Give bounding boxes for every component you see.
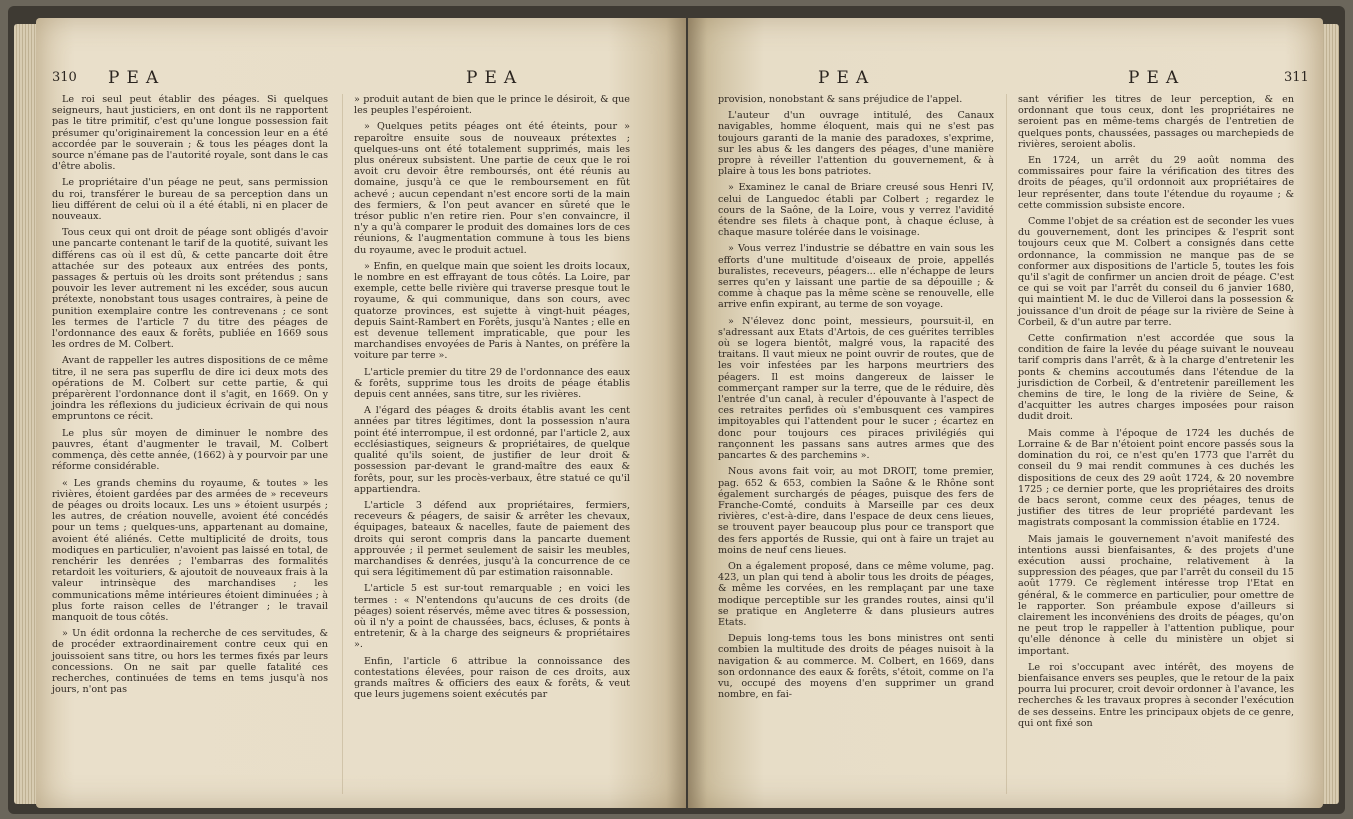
paragraph: Le roi s'occupant avec intérêt, des moyens de bienfaisance envers ses peuples, que le retour de la paix pourra lui procurer, croit devoir ordonner à l'avance, les recherches & les travaux propres à seconder l'exécution de ses desseins. Entre les principaux objets de ce genre, qui ont fixé son <box>1018 661 1294 729</box>
running-header-left: PEA <box>108 68 166 88</box>
paragraph: » Examinez le canal de Briare creusé sous Henri IV, celui de Languedoc établi par Colbert ; regardez le cours de la Saône, de la Loire, vous y verrez l'avidité étendre ses filets à chaque pont, à chaque écluse, à chaque masure tolérée dans le voisinage. <box>718 182 994 239</box>
column-divider <box>342 94 343 794</box>
paragraph: » produit autant de bien que le prince le désiroit, & que les peuples l'espéroient. <box>354 94 630 117</box>
running-header-left: PEA <box>818 68 876 88</box>
paragraph: » N'élevez donc point, messieurs, poursuit-il, en s'adressant aux Etats d'Artois, de ces guérites terribles où se logera bientôt, malgré vous, la rapacité des traitans. Il vaut mieux ne point ouvrir de routes, que de les voir infestées par les harpons meurtriers des péagers. Il est moins dangereux de laisser le commerçant ramper sur la terre, que de le réduire, dès l'entrée d'un canal, à reculer d'épouvante à l'aspect de ces retraites perfides où s'embusquent ces vampires impitoyables qui l'attendent pour le sucer ; écartez en donc pour toujours ces piraces privilégiés qui rançonnent les passans sans autres armes que des pancartes & des parchemins ». <box>718 315 994 462</box>
paragraph: Le propriétaire d'un péage ne peut, sans permission du roi, transférer le bureau de sa perception dans un lieu différent de celui où il a été établi, ni en placer de nouveaux. <box>52 177 328 223</box>
right-page <box>688 18 1323 808</box>
text-column-1 <box>718 94 994 705</box>
column-divider <box>1006 94 1007 794</box>
paragraph: Depuis long-tems tous les bons ministres ont senti combien la multitude des droits de péages nuisoit à la navigation & au commerce. M. Colbert, en 1669, dans son ordonnance des eaux & forêts, s'étoit, comme on l'a vu, occupé des moyens d'en supprimer un grand nombre, en fai- <box>718 633 994 701</box>
paragraph: Tous ceux qui ont droit de péage sont obligés d'avoir une pancarte contenant le tarif de la quotité, suivant les différens cas où il est dû, & cette pancarte doit être attachée sur des poteaux aux entrées des ponts, passages & pertuis où les droits sont prétendus ; sans pouvoir les lever autrement ni les excéder, sous aucun prétexte, nonobstant tous usages contraires, à peine de punition exemplaire contre les contrevenans ; ce sont les termes de l'article 7 du titre des péages de l'ordonnance des eaux & forêts, publiée en 1669 sous les ordres de M. Colbert. <box>52 227 328 351</box>
paragraph: Nous avons fait voir, au mot DROIT, tome premier, pag. 652 & 653, combien la Saône & le Rhône sont également surchargés de péages, puisque des fers de Franche-Comté, conduits à Marseille par ces deux rivières, c'est-à-dire, dans l'espace de deux cens lieues, se trouvent payer beaucoup plus pour ce transport que des fers apportés de Russie, qui ont à faire un trajet au moins de neuf cens lieues. <box>718 466 994 556</box>
text-column-2 <box>354 94 630 705</box>
paragraph: L'auteur d'un ouvrage intitulé, des Canaux navigables, homme éloquent, mais qui ne s'est pas toujours garanti de la manie des paradoxes, s'exprime, sur les abus & les dangers des péages, d'une manière propre à réveiller l'attention du gouvernement, & à plaire à tous les bons patriotes. <box>718 110 994 178</box>
paragraph: Cette confirmation n'est accordée que sous la condition de faire la levée du péage suivant le nouveau tarif compris dans l'arrêt, & à la charge d'entretenir les ponts & chemins accoutumés dans l'étendue de la jurisdiction de Corbeil, & d'entretenir pareillement les chemins de tire, le long de la rivière de Seine, & d'acquitter les autres charges imposées pour raison dudit droit. <box>1018 333 1294 423</box>
paragraph: L'article 3 défend aux propriétaires, fermiers, receveurs & péagers, de saisir & arrêter les chevaux, équipages, bateaux & nacelles, faute de paiement des droits qui seront compris dans la pancarte duement approuvée ; il permet seulement de saisir les meubles, marchandises & denrées, jusqu'à la concurrence de ce qui sera légitimement dû par estimation raisonnable. <box>354 499 630 579</box>
paragraph: Mais jamais le gouvernement n'avoit manifesté des intentions aussi bienfaisantes, & des projets d'une exécution aussi prochaine, relativement à la suppression des péages, que par l'arrêt du conseil du 15 août 1779. Ce règlement intéresse trop l'Etat en général, & le commerce en particulier, pour omettre de le rapporter. Son préambule expose d'ailleurs si clairement les inconvéniens des droits de péages, qu'on ne peut trop le rappeller à l'attention publique, pour qu'elle dénonce à celle du ministère un objet si important. <box>1018 533 1294 657</box>
paragraph: « Les grands chemins du royaume, & toutes » les rivières, étoient gardées par des armées de » receveurs de péages ou droits locaux. Les uns » étoient usurpés ; les autres, de création nouvelle, avoient été concédés pour un tems ; quelques-uns, appartenant au domaine, avoient été aliénés. Cette multiplicité de droits, tous modiques en particulier, n'avoient pas laissé en total, de renchérir les denrées ; l'embarras des formalités retardoit les voituriers, & ajoutoit de nouveaux frais à la valeur intrinsèque des marchandises ; les communications même intérieures étoient diminuées ; à plus forte raison celles de l'étranger ; le travail manquoit de tous côtés. <box>52 477 328 623</box>
paragraph: » Vous verrez l'industrie se débattre en vain sous les efforts d'une multitude d'oiseaux de proie, appellés buralistes, receveurs, péagers... elle n'échappe de leurs serres qu'en y laissant une partie de sa dépouille ; & comme à chaque pas la même scène se renouvelle, elle arrive enfin expirant, au terme de son voyage. <box>718 243 994 311</box>
paragraph: Le plus sûr moyen de diminuer le nombre des pauvres, étant d'augmenter le travail, M. Colbert commença, dès cette année, (1662) à y pourvoir par une réforme considérable. <box>52 427 328 473</box>
page-number: 311 <box>1284 70 1309 85</box>
book-spread <box>8 6 1345 814</box>
running-header-right: PEA <box>1128 68 1186 88</box>
paragraph: Mais comme à l'époque de 1724 les duchés de Lorraine & de Bar n'étoient point encore passés sous la domination du roi, ce n'est qu'en 1773 que l'arrêt du conseil du 9 mai rendit communes à ces duchés les dispositions de ceux des 29 août 1724, & 20 novembre 1725 ; ce dernier porte, que les propriétaires des droits de bacs seront, comme ceux des péages, tenus de justifier des titres de leur propriété pardevant les magistrats composant la commission établie en 1724. <box>1018 427 1294 529</box>
paragraph: » Enfin, en quelque main que soient les droits locaux, le nombre en est effrayant de tous côtés. La Loire, par exemple, cette belle rivière qui traverse presque tout le royaume, & qui communique, dans son cours, avec quatorze provinces, est sujette à vingt-huit péages, depuis Saint-Rambert en Forêts, jusqu'à Nantes ; elle en est devenue tellement impraticable, que pour les marchandises envoyées de Paris à Nantes, on préfère la voiture par terre ». <box>354 260 630 362</box>
paragraph: L'article premier du titre 29 de l'ordonnance des eaux & forêts, supprime tous les droits de péage établis depuis cent années, sans titre, sur les rivières. <box>354 366 630 401</box>
paragraph: provision, nonobstant & sans préjudice de l'appel. <box>718 94 963 105</box>
paragraph: L'article 5 est sur-tout remarquable ; en voici les termes : « N'entendons qu'aucuns de ces droits (de péages) soient réservés, même avec titres & possession, où il n'y a point de chaussées, bacs, écluses, & ponts à entretenir, & à la charge des seigneurs & propriétaires ». <box>354 583 630 651</box>
paragraph: Avant de rappeller les autres dispositions de ce même titre, il ne sera pas superflu de dire ici deux mots des opérations de M. Colbert sur cette partie, & qui préparèrent l'ordonnance dont il s'agit, en 1669. On y joindra les réflexions du judicieux écrivain de qui nous empruntons ce récit. <box>52 355 328 423</box>
paragraph: sant vérifier les titres de leur perception, & en ordonnant que tous ceux, dont les propriétaires ne seroient pas en même-tems chargés de l'entretien de quelques ponts, chaussées, passages ou marchepieds de rivières, seroient abolis. <box>1018 94 1294 150</box>
running-header-right: PEA <box>466 68 524 88</box>
paragraph: En 1724, un arrêt du 29 août nomma des commissaires pour faire la vérification des titres des droits de péages, qu'il ordonnoit aux propriétaires de leur représenter, dans toute l'étendue du royaume ; & cette commission subsiste encore. <box>1018 155 1294 211</box>
paragraph: Enfin, l'article 6 attribue la connoissance des contestations élevées, pour raison de ces droits, aux grands maîtres & officiers des eaux & forêts, & veut que leurs jugemens soient exécutés par <box>354 655 630 701</box>
paragraph: Le roi seul peut établir des péages. Si quelques seigneurs, haut justiciers, en ont dont ils ne rapportent pas le titre primitif, c'est qu'une longue possession fait présumer qu'originairement la concession leur en a été accordée par le souverain ; & tous les péages dont la source n'émane pas de l'autorité royale, sont dans le cas d'être abolis. <box>52 94 328 173</box>
paragraph: Comme l'objet de sa création est de seconder les vues du gouvernement, dont les principes & l'esprit sont toujours ceux que M. Colbert a consignés dans cette ordonnance, la commission ne manque pas de se conformer aux dispositions de l'article 5, toutes les fois qu'il s'agit de confirmer un ancien droit de péage. C'est ce qui se voit par l'arrêt du conseil du 6 janvier 1680, qui maintient M. le duc de Villeroi dans la possession & jouissance d'un droit de péage sur la rivière de Seine à Corbeil, & d'un autre par terre. <box>1018 216 1294 328</box>
text-column-2 <box>1018 94 1294 734</box>
paragraph: » Un édit ordonna la recherche de ces servitudes, & de procéder extraordinairement contre ceux qui en jouissoient sans titre, ou hors les termes fixés par leurs concessions. On ne sait par quelle fatalité ces recherches, continuées de tems en tems jusqu'à nos jours, n'ont pas <box>52 628 328 696</box>
page-edges-left <box>14 24 36 804</box>
page-number: 310 <box>52 70 77 85</box>
paragraph: A l'égard des péages & droits établis avant les cent années par titres légitimes, dont la possession n'aura point été interrompue, il est ordonné, par l'article 2, aux ecclésiastiques, seigneurs & propriétaires, de quelque qualité qu'ils soient, de justifier de leur droit & possession par-devant le grand-maître des eaux & forêts, pour, sur les procès-verbaux, être statué ce qu'il appartiendra. <box>354 405 630 495</box>
paragraph: On a également proposé, dans ce même volume, pag. 423, un plan qui tend à abolir tous les droits de péages, & même les corvées, en les remplaçant par une taxe modique perceptible sur les grandes routes, ainsi qu'il se pratique en Angleterre & dans plusieurs autres Etats. <box>718 560 994 628</box>
paragraph: » Quelques petits péages ont été éteints, pour » reparoître ensuite sous de nouveaux prétextes ; quelques-uns ont été totalement supprimés, mais les plus onéreux subsistent. Une partie de ceux que le roi avoit cru devoir être remboursés, ont été réunis au domaine, jusqu'à ce que le remboursement en fût achevé ; aucun cependant n'est encore sorti de la main des fermiers, & l'on peut avancer en sûreté que le trésor public n'en retire rien. Pour s'en convaincre, il n'y a qu'à comparer le produit des domaines lors de ces réunions, & l'augmentation commune à tous les biens du royaume, avec le produit actuel. <box>354 121 630 256</box>
left-page <box>36 18 686 808</box>
text-column-1 <box>52 94 328 700</box>
